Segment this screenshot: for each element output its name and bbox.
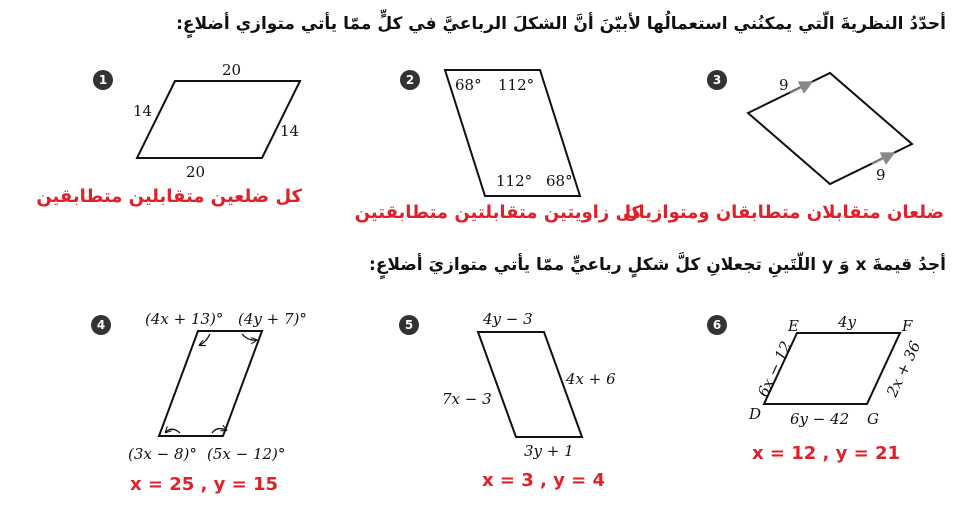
arrow-marker-bottom — [872, 153, 894, 164]
answer-3: ضلعان متقابلان متطابقان ومتوازيان — [623, 202, 944, 223]
parallelogram-4 — [159, 331, 262, 436]
fig4-angle-bl: (3x − 8)° — [128, 445, 197, 463]
fig5-bottom-label: 3y + 1 — [524, 442, 574, 460]
parallelogram-3 — [748, 73, 912, 184]
arrow-marker-top — [790, 82, 812, 93]
fig6-left-label: 6x − 12 — [753, 338, 796, 400]
fig6-right-label: 2x + 36 — [882, 338, 925, 400]
fig4-angle-br: (5x − 12)° — [207, 445, 286, 463]
problem-number-6: 6 — [707, 315, 727, 335]
fig1-right-label: 14 — [280, 122, 300, 140]
problem-number-2: 2 — [400, 70, 420, 90]
answer-1: كل ضلعين متقابلين متطابقين — [36, 186, 302, 207]
instruction-part2: أجدُ قيمةَ x وَ y اللّتَينِ تجعلانِ كلَّ شكلٍ رباعيٍّ ممّا يأتي متوازيَ أضلاعٍ: — [369, 255, 946, 275]
fig6-vertex-G: G — [867, 410, 879, 428]
angle-arc-tr — [242, 334, 256, 340]
fig3-bottom-label: 9 — [876, 166, 886, 184]
fig6-bottom-label: 6y − 42 — [790, 410, 850, 428]
answer-2: كل زاويتين متقابلتين متطابقتين — [354, 202, 642, 223]
fig6-vertex-D: D — [749, 405, 762, 423]
angle-arc-tl — [200, 334, 210, 345]
fig2-angle-tl: 68° — [455, 76, 482, 94]
problem-number-3: 3 — [707, 70, 727, 90]
fig5-left-label: 7x − 3 — [442, 390, 492, 408]
answer-4: x = 25 , y = 15 — [130, 474, 279, 495]
instruction-part1: أحدّدُ النظريةَ الّتي يمكنُني استعمالُها لأبيّنَ أنَّ الشكلَ الرباعيَّ في كلٍّ ممّا يأتي متوازي أضلاعٍ: — [176, 14, 946, 34]
angle-arc-bl — [166, 429, 180, 433]
problem-number-5: 5 — [399, 315, 419, 335]
fig6-vertex-F: F — [902, 317, 913, 335]
problem-number-4: 4 — [91, 315, 111, 335]
fig1-left-label: 14 — [133, 102, 153, 120]
answer-5: x = 3 , y = 4 — [482, 470, 605, 491]
parallelogram-1 — [137, 81, 300, 158]
fig1-bottom-label: 20 — [186, 163, 206, 181]
fig1-top-label: 20 — [222, 61, 242, 79]
fig2-angle-bl: 112° — [496, 172, 533, 190]
fig2-angle-br: 68° — [546, 172, 573, 190]
fig4-angle-tl: (4x + 13)° — [145, 310, 224, 328]
fig6-vertex-E: E — [788, 317, 799, 335]
fig3-top-label: 9 — [779, 76, 789, 94]
fig6-top-label: 4y — [838, 313, 857, 331]
problem-number-1: 1 — [93, 70, 113, 90]
fig2-angle-tr: 112° — [498, 76, 535, 94]
fig4-angle-tr: (4y + 7)° — [238, 310, 307, 328]
fig5-top-label: 4y − 3 — [483, 310, 533, 328]
fig5-right-label: 4x + 6 — [566, 370, 616, 388]
answer-6: x = 12 , y = 21 — [752, 443, 901, 464]
